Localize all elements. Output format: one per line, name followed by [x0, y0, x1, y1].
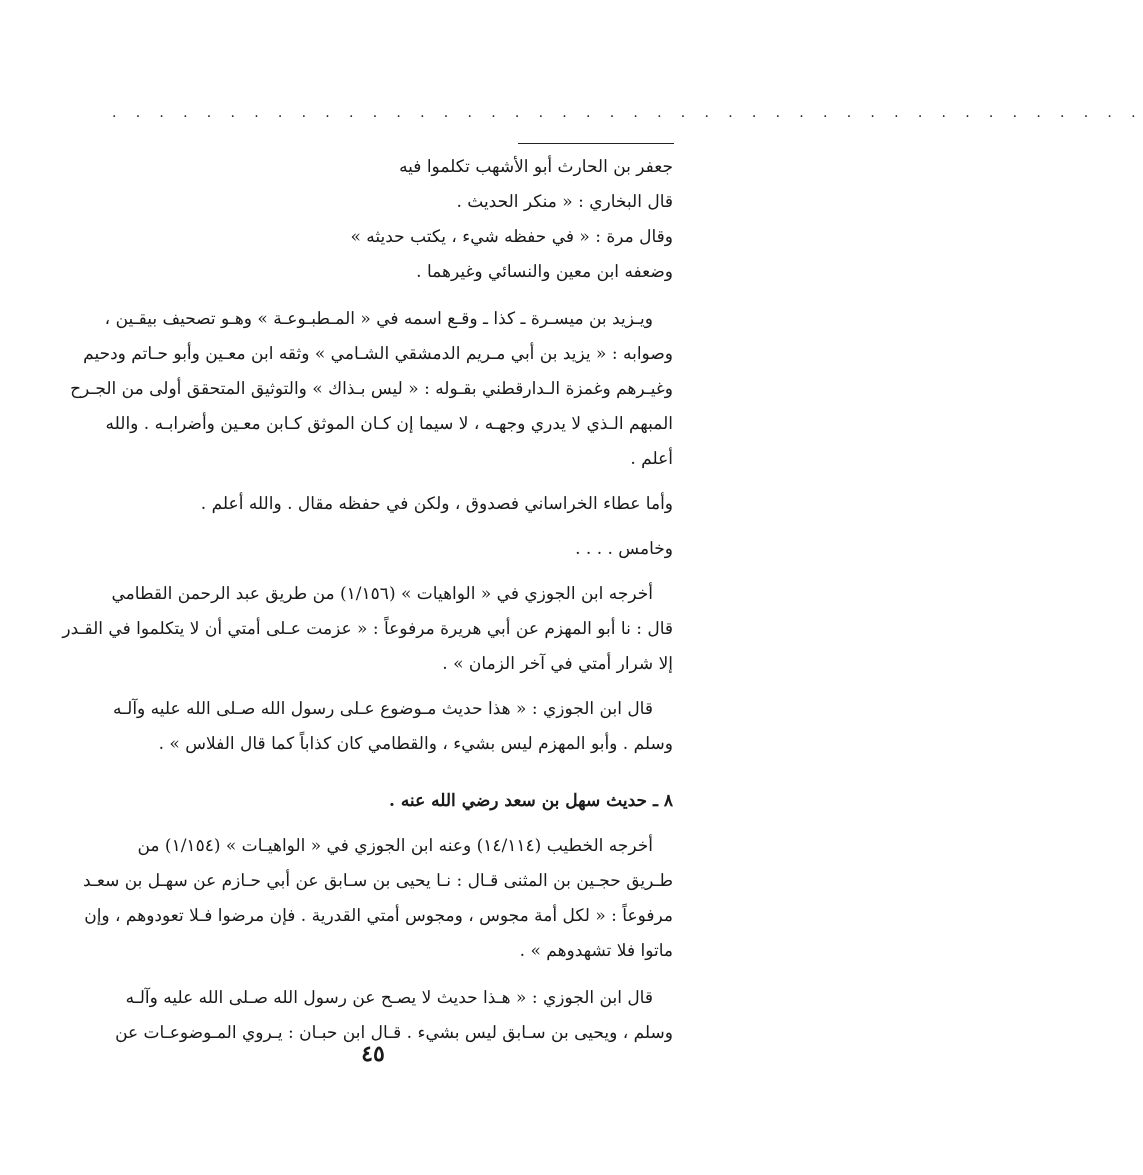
text-line: وصوابه : « يزيد بن أبي مـريم الدمشقي الشـامي » وثقه ابن معـين وأبو حـاتم ودحيم	[83, 344, 673, 364]
text-line: قال البخاري : « منكر الحديث .	[456, 192, 673, 212]
text-line: قال ابن الجوزي : « هذا حديث مـوضوع عـلى رسول الله صـلى الله عليه وآلـه	[113, 699, 653, 719]
text-line: وضعفه ابن معين والنسائي وغيرهما .	[416, 262, 673, 282]
dotted-separator: . . . . . . . . . . . . . . . . . . . . . . . . . . . . . . . . . . . . . . . . . . . .	[112, 105, 1143, 121]
paragraph	[78, 487, 673, 522]
text-line: وخامس . . . .	[575, 539, 673, 559]
text-line: أعلم .	[630, 449, 673, 469]
page-number: ٤٥	[361, 1041, 385, 1067]
footnote-block	[78, 150, 673, 290]
text-body	[62, 150, 673, 1051]
paragraph	[78, 532, 673, 567]
text-line: وسلم . وأبو المهزم ليس بشيء ، والقطامي كان كذاباً كما قال الفلاس » .	[158, 734, 673, 754]
text-line: المبهم الـذي لا يدري وجهـه ، لا سيما إن كـان الموثق كـابن معـين وأضرابـه . والله	[105, 414, 673, 434]
text-line: قال ابن الجوزي : « هـذا حديث لا يصـح عن رسول الله صـلى الله عليه وآلـه	[125, 988, 653, 1008]
paragraph	[78, 692, 673, 762]
paragraph	[62, 577, 673, 682]
text-line: أخرجه الخطيب (١٤/١١٤) وعنه ابن الجوزي في « الواهيـات » (١/١٥٤) من	[137, 836, 653, 856]
text-line: أخرجه ابن الجوزي في « الواهيات » (١/١٥٦) من طريق عبد الرحمن القطامي	[111, 584, 653, 604]
text-line: طـريق حجـين بن المثنى قـال : نـا يحيى بن سـابق عن أبي حـازم عن سهـل بن سعـد	[82, 871, 673, 891]
text-line: جعفر بن الحارث أبو الأشهب تكلموا فيه	[399, 157, 673, 177]
text-line: إلا شرار أمتي في آخر الزمان » .	[442, 654, 673, 674]
text-line: مرفوعاً : « لكل أمة مجوس ، ومجوس أمتي القدرية . فإن مرضوا فـلا تعودوهم ، وإن	[84, 906, 673, 926]
text-line: ماتوا فلا تشهدوهم » .	[519, 941, 673, 961]
text-line: ويـزيد بن ميسـرة ـ كذا ـ وقـع اسمه في « المـطبـوعـة » وهـو تصحيف بيقـين ،	[104, 309, 653, 329]
text-line: وأما عطاء الخراساني فصدوق ، ولكن في حفظه مقال . والله أعلم .	[200, 494, 673, 514]
footnote-rule	[518, 143, 674, 144]
text-line: قال : نا أبو المهزم عن أبي هريرة مرفوعاً : « عزمت عـلى أمتي أن لا يتكلموا في القـدر	[62, 619, 673, 639]
paragraph	[70, 302, 673, 477]
text-line: وقال مرة : « في حفظه شيء ، يكتب حديثه »	[350, 227, 673, 247]
section-heading: ٨ ـ حديث سهل بن سعد رضي الله عنه .	[388, 791, 673, 811]
paragraph	[78, 829, 673, 969]
text-line: وسلم ، ويحيى بن سـابق ليس بشيء . قـال ابن حبـان : يـروي المـوضوعـات عن	[115, 1023, 673, 1043]
text-line: وغيـرهم وغمزة الـدارقطني بقـوله : « ليس بـذاك » والتوثيق المتحقق أولى من الجـرح	[70, 379, 673, 399]
